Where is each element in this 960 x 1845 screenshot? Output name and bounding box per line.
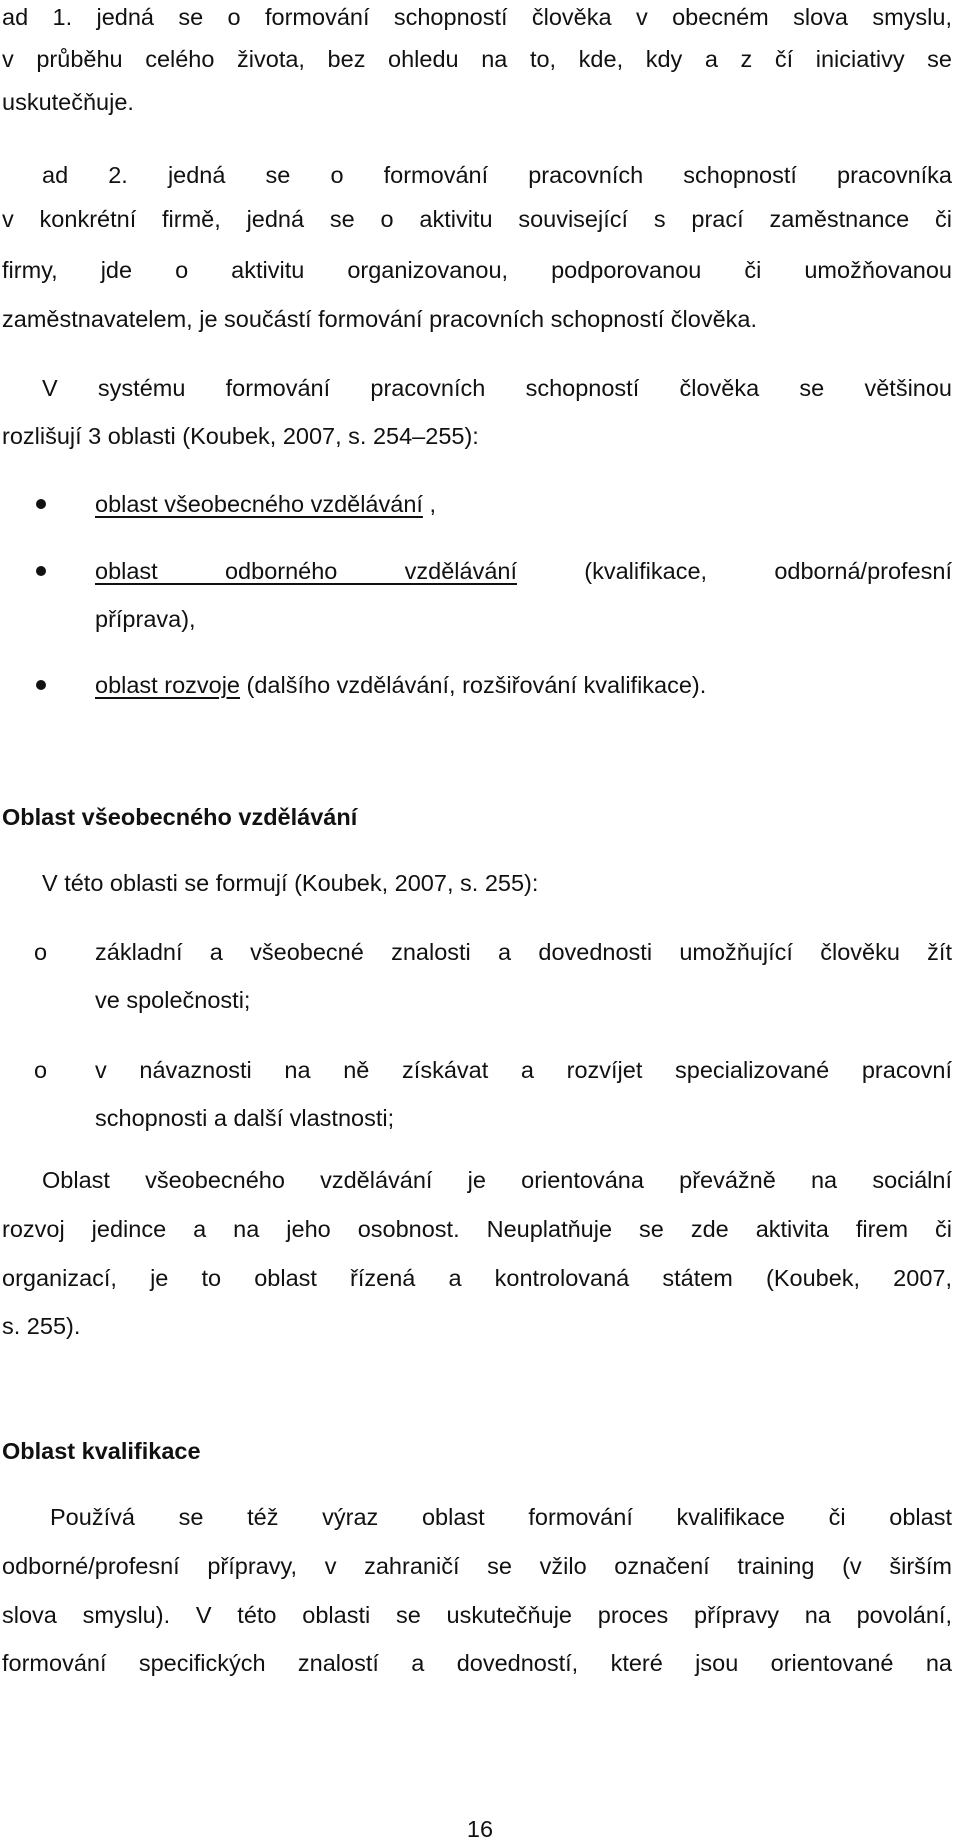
bullet-2	[95, 556, 952, 586]
section2-line1: Používá se též výraz oblast formování kvalifikace či oblast	[50, 1504, 952, 1530]
bullet-2-rest: (kvalifikace, odborná/profesní	[584, 558, 952, 584]
para1-line1: ad 1. jedná se o formování schopností člověka v obecném slova smyslu,	[2, 4, 952, 30]
para3-line1: V systému formování pracovních schopností člověka se většinou	[42, 375, 952, 401]
section1-item2-line1: v návaznosti na ně získávat a rozvíjet specializované pracovní	[95, 1057, 952, 1083]
section2-line3: slova smyslu). V této oblasti se uskutečňuje proces přípravy na povolání,	[2, 1602, 952, 1628]
section1-para-line4: s. 255).	[2, 1313, 81, 1339]
section1-item2-line2: schopnosti a další vlastnosti;	[95, 1105, 395, 1131]
section1-para-line2: rozvoj jedince a na jeho osobnost. Neuplatňuje se zde aktivita firem či	[2, 1216, 952, 1242]
section1-para-line3: organizací, je to oblast řízená a kontrolovaná státem (Koubek, 2007,	[2, 1265, 952, 1291]
bullet-2-continuation: příprava),	[95, 606, 196, 632]
section2-line2: odborné/profesní přípravy, v zahraničí se vžilo označení training (v širším	[2, 1553, 952, 1579]
para2-line2: v konkrétní firmě, jedná se o aktivitu související s prací zaměstnance či	[2, 206, 952, 232]
section2-heading: Oblast kvalifikace	[2, 1438, 201, 1464]
para2-line3: firmy, jde o aktivitu organizovanou, podporovanou či umožňovanou	[2, 257, 952, 283]
para2-line1: ad 2. jedná se o formování pracovních schopností pracovníka	[42, 162, 952, 188]
circle-bullet-1: o	[34, 939, 48, 965]
section1-intro: V této oblasti se formují (Koubek, 2007, s. 255):	[42, 870, 539, 896]
circle-bullet-2: o	[34, 1057, 48, 1083]
section1-item1-line1: základní a všeobecné znalosti a dovednosti umožňující člověku žít	[95, 939, 952, 965]
para1-line2: v průběhu celého života, bez ohledu na to, kde, kdy a z čí iniciativy se	[2, 46, 952, 72]
bullet-1-comma: ,	[429, 491, 436, 517]
bullet-dot-1	[36, 499, 46, 509]
bullet-1	[95, 489, 952, 519]
bullet-dot-2	[36, 566, 46, 576]
section2-line4: formování specifických znalostí a dovedností, které jsou orientované na	[2, 1650, 952, 1676]
page-number: 16	[466, 1816, 494, 1842]
bullet-3	[95, 670, 960, 700]
bullet-2-underlined: oblast odborného vzdělávání	[95, 558, 517, 584]
section1-para-line1: Oblast všeobecného vzdělávání je orientována převážně na sociální	[42, 1167, 952, 1193]
para1-line3: uskutečňuje.	[2, 89, 134, 115]
section1-item1-line2: ve společnosti;	[95, 987, 251, 1013]
para2-line4: zaměstnavatelem, je součástí formování pracovních schopností člověka.	[2, 306, 757, 332]
bullet-dot-3	[36, 680, 46, 690]
para3-line2: rozlišují 3 oblasti (Koubek, 2007, s. 254–255):	[2, 423, 479, 449]
bullet-1-underlined: oblast všeobecného vzdělávání	[95, 491, 423, 517]
section1-heading: Oblast všeobecného vzdělávání	[2, 804, 358, 830]
bullet-3-rest: (dalšího vzdělávání, rozšiřování kvalifikace).	[246, 672, 707, 698]
bullet-3-underlined: oblast rozvoje	[95, 672, 240, 698]
